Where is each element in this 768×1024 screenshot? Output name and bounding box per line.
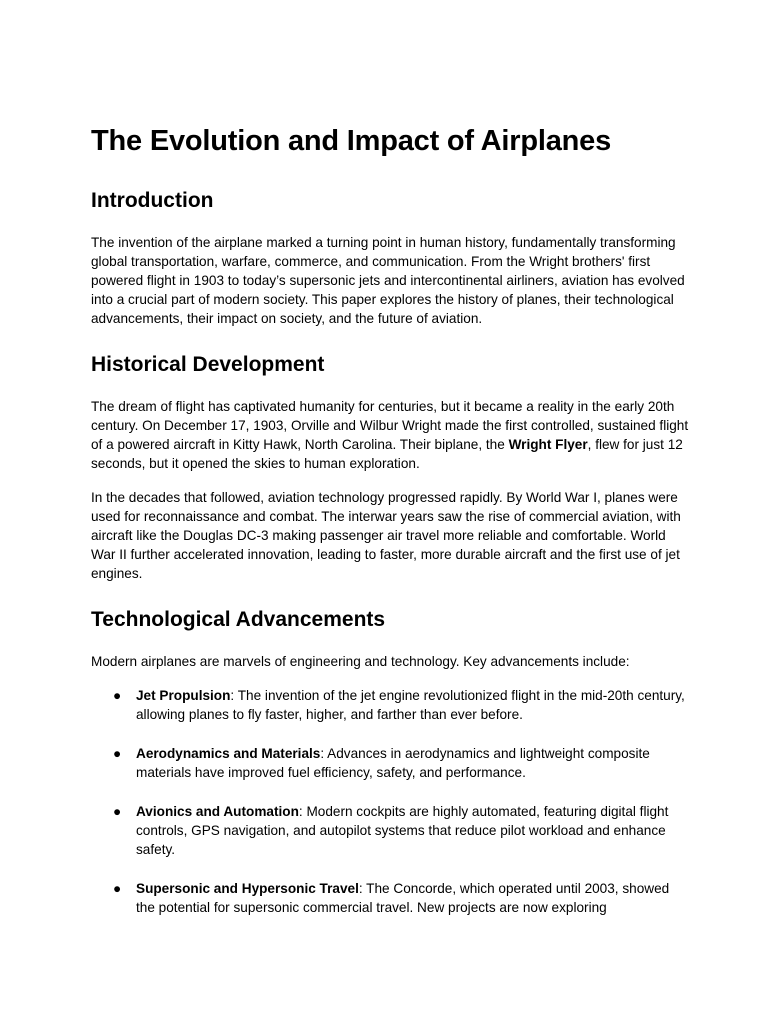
- section-heading-historical-development: Historical Development: [91, 353, 325, 376]
- section-heading-introduction: Introduction: [91, 189, 214, 212]
- history-p1-text-start: The dream of flight has captivated humanity for centuries, but it became a reality in the early 20th century. On December 17, 1903, Orville and Wilbur Wright made the first controlled, sustained flight of a powered aircraft in Kitty Hawk, North Carolina. Their biplane, the: [91, 399, 689, 452]
- document-title: The Evolution and Impact of Airplanes: [91, 125, 612, 157]
- list-item-term: Avionics and Automation: [136, 804, 299, 819]
- tech-intro-paragraph: Modern airplanes are marvels of engineering and technology. Key advancements include:: [91, 654, 630, 669]
- list-item-term: Aerodynamics and Materials: [136, 746, 321, 761]
- bullet-icon: ●: [113, 804, 122, 819]
- document-page: [91, 122, 691, 937]
- list-item-avionics: [91, 802, 691, 859]
- list-item-jet-propulsion: [91, 686, 691, 724]
- list-item-term: Jet Propulsion: [136, 688, 231, 703]
- bullet-icon: ●: [113, 746, 122, 761]
- list-item-text: : The invention of the jet engine revolutionized flight in the mid-20th century, allowing planes to fly faster, higher, and farther than ever before.: [136, 688, 685, 722]
- bullet-icon: ●: [113, 688, 122, 703]
- list-item-text: : Modern cockpits are highly automated, featuring digital flight controls, GPS navigation, and autopilot systems that reduce pilot workload and enhance safety.: [136, 804, 669, 857]
- list-item-term: Supersonic and Hypersonic Travel: [136, 881, 359, 896]
- history-paragraph-1: [91, 397, 691, 473]
- section-heading-technological-advancements: Technological Advancements: [91, 608, 386, 631]
- history-paragraph-2: In the decades that followed, aviation technology progressed rapidly. By World War I, planes were used for reconnaissance and combat. The interwar years saw the rise of commercial aviation, with aircraft like the Douglas DC-3 making passenger air travel more reliable and comfortable. World War II further accelerated innovation, leading to faster, more durable aircraft and the first use of jet engines.: [91, 490, 681, 581]
- history-p1-text-end: , flew for just 12 seconds, but it opened the skies to human exploration.: [91, 437, 683, 471]
- list-item-text: : The Concorde, which operated until 2003, showed the potential for supersonic commercial travel. New projects are now exploring: [136, 881, 670, 915]
- intro-paragraph: The invention of the airplane marked a turning point in human history, fundamentally transforming global transportation, warfare, commerce, and communication. From the Wright brothers' first powered flight in 1903 to today’s supersonic jets and intercontinental airliners, aviation has evolved into a crucial part of modern society. This paper explores the history of planes, their technological advancements, their impact on society, and the future of aviation.: [91, 235, 685, 326]
- list-item-aerodynamics: [91, 744, 691, 782]
- list-item-text: : Advances in aerodynamics and lightweight composite materials have improved fuel efficiency, safety, and performance.: [136, 746, 650, 780]
- list-item-supersonic: [91, 879, 691, 917]
- bullet-icon: ●: [113, 881, 122, 896]
- wright-flyer-bold: Wright Flyer: [508, 437, 588, 452]
- advancements-list: [91, 686, 691, 917]
